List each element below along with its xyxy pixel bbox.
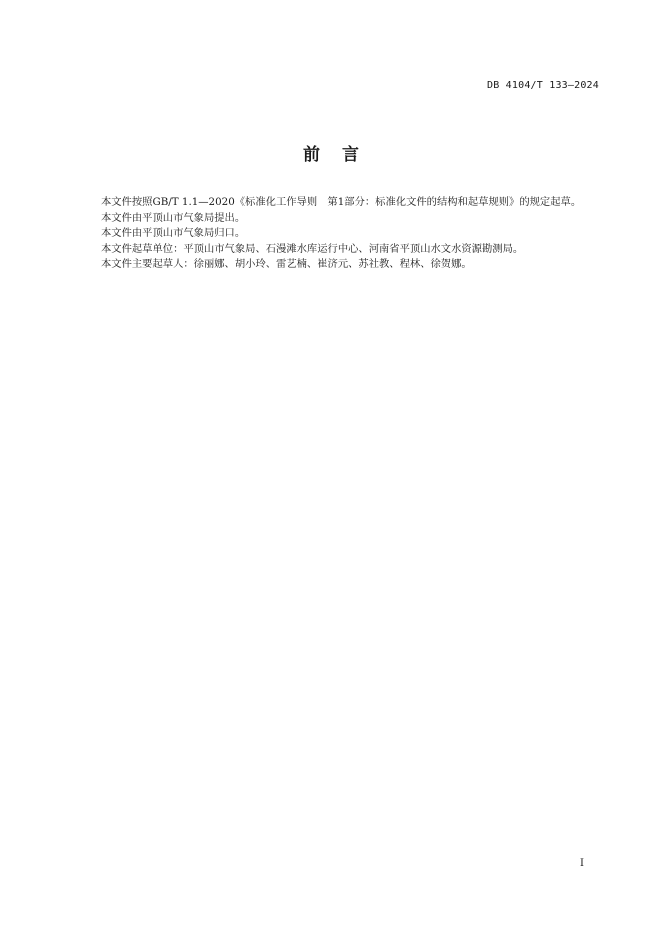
paragraph-drafters: 本文件主要起草人：徐丽娜、胡小玲、雷艺楠、崔济元、苏社教、程林、徐贺娜。 [101,258,472,270]
paragraph-under-jurisdiction: 本文件由平顶山市气象局归口。 [101,227,246,239]
foreword-body [80,195,600,273]
page-number: I [580,858,584,869]
paragraph-drafting-units: 本文件起草单位：平顶山市气象局、石漫滩水库运行中心、河南省平顶山水文水资源勘测局。 [101,242,524,255]
paragraph-drafting-rules: 本文件按照GB/T 1.1—2020《标准化工作导则 第1部分：标准化文件的结构和起草规则》的规定起草。 [101,196,582,208]
page-title: 前言 [303,145,381,165]
paragraph-proposed-by: 本文件由平顶山市气象局提出。 [101,211,246,224]
document-code: DB 4104/T 133—2024 [487,80,599,91]
